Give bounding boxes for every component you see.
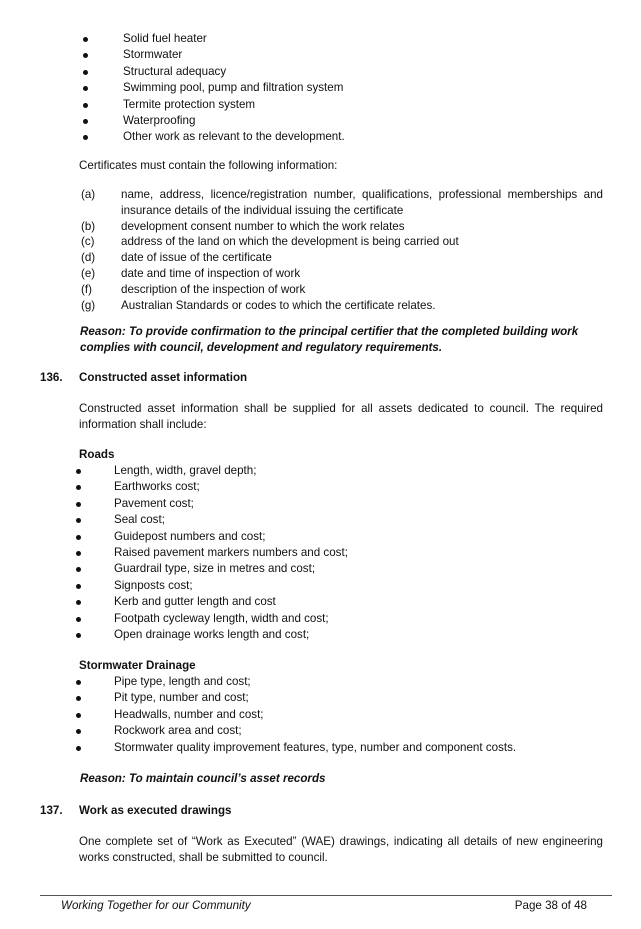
bullet-icon bbox=[76, 584, 81, 589]
reason-statement: Reason: To provide confirmation to the principal certifier that the completed building work complies with council, development and regulatory requirements. bbox=[80, 325, 579, 355]
list-item: Earthworks cost; bbox=[0, 479, 641, 495]
section-number: 136. bbox=[40, 371, 63, 384]
bullet-icon bbox=[76, 551, 81, 556]
list-item: Stormwater bbox=[0, 47, 641, 63]
bullet-icon bbox=[83, 86, 88, 91]
stormwater-heading: Stormwater Drainage bbox=[79, 659, 196, 672]
list-item: Signposts cost; bbox=[0, 578, 641, 594]
list-item: Seal cost; bbox=[0, 512, 641, 528]
list-item: Solid fuel heater bbox=[0, 31, 641, 47]
list-item: Raised pavement markers numbers and cost; bbox=[0, 545, 641, 561]
list-item: Guardrail type, size in metres and cost; bbox=[0, 561, 641, 577]
list-item: (d) date of issue of the certificate bbox=[81, 251, 272, 265]
bullet-icon bbox=[76, 713, 81, 718]
bullet-icon bbox=[76, 746, 81, 751]
bullet-icon bbox=[83, 53, 88, 58]
certificates-intro: Certificates must contain the following information: bbox=[79, 159, 338, 172]
bullet-icon bbox=[76, 567, 81, 572]
list-item: (c) address of the land on which the development is being carried out bbox=[81, 235, 459, 249]
bullet-icon bbox=[76, 535, 81, 540]
roads-list bbox=[0, 463, 641, 643]
bullet-icon bbox=[83, 103, 88, 108]
list-item: Footpath cycleway length, width and cost; bbox=[0, 611, 641, 627]
list-item: (e) date and time of inspection of work bbox=[81, 266, 301, 280]
list-item: (a) name, address, licence/registration number, qualifications, professional memberships and insurance details of the individual issuing the certificate bbox=[81, 188, 603, 217]
section-title: Constructed asset information bbox=[79, 371, 248, 384]
bullet-icon bbox=[76, 469, 81, 474]
list-item: Headwalls, number and cost; bbox=[0, 707, 641, 723]
page-number: Page 38 of 48 bbox=[514, 899, 587, 912]
roads-heading: Roads bbox=[79, 448, 115, 461]
section-intro: Constructed asset information shall be supplied for all assets dedicated to council. The required information shall include: bbox=[79, 402, 603, 432]
certificate-requirements-list bbox=[0, 187, 641, 313]
bullet-icon bbox=[76, 680, 81, 685]
list-item: Pipe type, length and cost; bbox=[0, 674, 641, 690]
bullet-icon bbox=[83, 70, 88, 75]
list-item: Pit type, number and cost; bbox=[0, 690, 641, 706]
list-item: Other work as relevant to the development. bbox=[0, 129, 641, 145]
bullet-icon bbox=[76, 485, 81, 490]
bullet-icon bbox=[76, 696, 81, 701]
list-item: Kerb and gutter length and cost bbox=[0, 594, 641, 610]
bullet-icon bbox=[83, 135, 88, 140]
bullet-icon bbox=[76, 518, 81, 523]
bullet-icon bbox=[76, 633, 81, 638]
list-item: Swimming pool, pump and filtration system bbox=[0, 80, 641, 96]
list-item: Waterproofing bbox=[0, 113, 641, 129]
bullet-icon bbox=[83, 37, 88, 42]
list-item: (g) Australian Standards or codes to which the certificate relates. bbox=[81, 298, 436, 312]
section-body: One complete set of “Work as Executed” (WAE) drawings, indicating all details of new engineering works constructed, shall be submitted to council. bbox=[79, 835, 603, 865]
list-item: Rockwork area and cost; bbox=[0, 723, 641, 739]
bullet-icon bbox=[76, 729, 81, 734]
bullet-icon bbox=[83, 119, 88, 124]
list-item: Length, width, gravel depth; bbox=[0, 463, 641, 479]
list-item: Termite protection system bbox=[0, 97, 641, 113]
list-item: Stormwater quality improvement features, type, number and component costs. bbox=[0, 740, 641, 756]
bullet-icon bbox=[76, 617, 81, 622]
list-item: (f) description of the inspection of work bbox=[81, 282, 306, 296]
list-item: Guidepost numbers and cost; bbox=[0, 529, 641, 545]
list-item: (b) development consent number to which the work relates bbox=[81, 219, 405, 233]
section-title: Work as executed drawings bbox=[79, 804, 232, 817]
bullet-icon bbox=[76, 600, 81, 605]
bullet-icon bbox=[76, 502, 81, 507]
footer-divider bbox=[40, 895, 612, 896]
top-bullet-list bbox=[0, 31, 641, 146]
footer-slogan: Working Together for our Community bbox=[61, 899, 251, 912]
list-item: Pavement cost; bbox=[0, 496, 641, 512]
list-item: Open drainage works length and cost; bbox=[0, 627, 641, 643]
section-number: 137. bbox=[40, 804, 63, 817]
stormwater-list bbox=[0, 674, 641, 756]
list-item: Structural adequacy bbox=[0, 64, 641, 80]
reason-statement: Reason: To maintain council’s asset records bbox=[80, 772, 326, 785]
